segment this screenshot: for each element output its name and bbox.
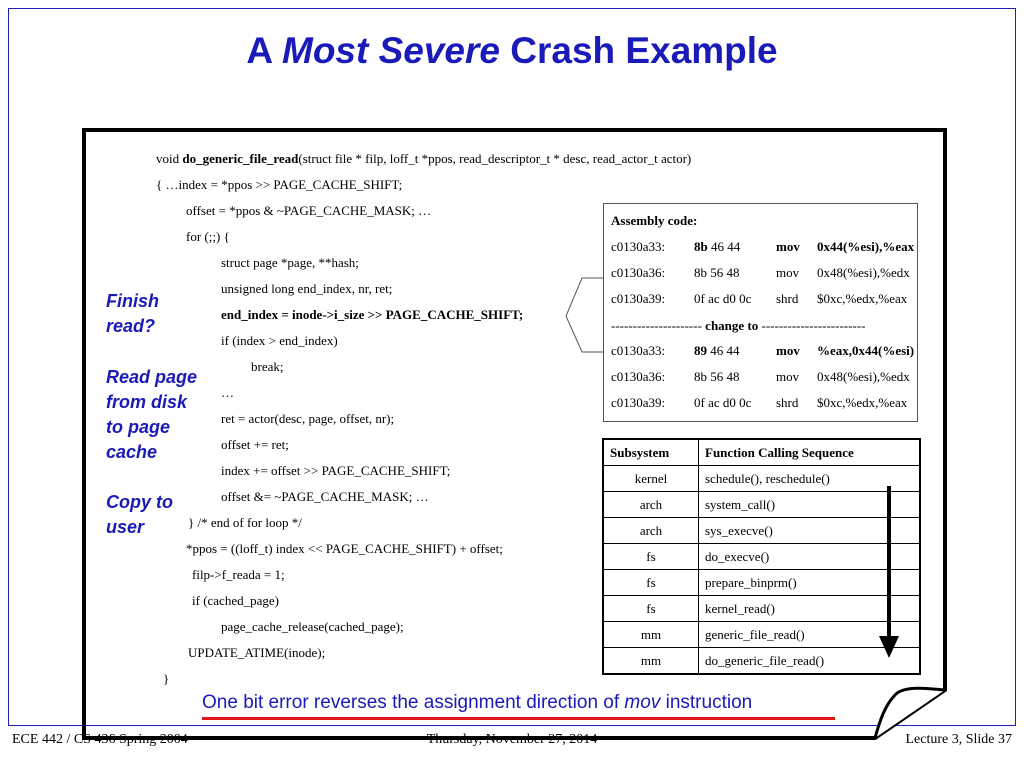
footer-slide-number: Lecture 3, Slide 37 — [905, 732, 1012, 747]
code-line: *ppos = ((loff_t) index << PAGE_CACHE_SHIFT) + offset; — [186, 541, 503, 556]
asm-row: c0130a39: 0f ac d0 0c shrd $0xc,%edx,%eax — [611, 395, 908, 410]
table-row: arch system_call() — [603, 492, 920, 518]
code-line: if (cached_page) — [192, 593, 279, 608]
caption-underline — [202, 717, 835, 720]
code-line: offset = *ppos & ~PAGE_CACHE_MASK; … — [186, 203, 432, 218]
asm-separator: --------------------- change to ------------------------ — [611, 318, 866, 333]
table-row: fs kernel_read() — [603, 596, 920, 622]
assembly-header: Assembly code: — [611, 213, 698, 228]
caption-emphasis: mov — [624, 692, 661, 713]
asm-row: c0130a36: 8b 56 48 mov 0x48(%esi),%edx — [611, 265, 910, 280]
code-line: for (;;) { — [186, 229, 230, 244]
table-row: kernel schedule(), reschedule() — [603, 466, 920, 492]
title-emphasis: Most Severe — [282, 30, 500, 71]
code-line: UPDATE_ATIME(inode); — [188, 645, 326, 660]
code-line: index += offset >> PAGE_CACHE_SHIFT; — [221, 463, 451, 478]
footer-course: ECE 442 / CS 436 Spring 2004 — [12, 732, 188, 747]
table-header-row — [603, 439, 920, 466]
table-row: fs do_execve() — [603, 544, 920, 570]
side-note-read-page: Read page from disk to page cache — [106, 367, 198, 462]
code-line: … — [221, 385, 234, 400]
asm-row: c0130a36: 8b 56 48 mov 0x48(%esi),%edx — [611, 369, 910, 384]
code-line: unsigned long end_index, nr, ret; — [221, 281, 393, 296]
side-note-finish-read: Finish read? — [106, 291, 159, 336]
table-row: mm do_generic_file_read() — [603, 648, 920, 675]
function-signature: void do_generic_file_read(struct file * filp, loff_t *ppos, read_descriptor_t * desc, read_actor_t actor) — [156, 151, 692, 166]
call-sequence-table — [602, 438, 921, 675]
function-name: do_generic_file_read — [182, 151, 299, 166]
code-line: offset &= ~PAGE_CACHE_MASK; … — [221, 489, 429, 504]
code-line: offset += ret; — [221, 437, 289, 452]
table-row: fs prepare_binprm() — [603, 570, 920, 596]
footer-date: Thursday, November 27, 2014 — [426, 732, 598, 747]
side-note-copy-to-user: Copy to user — [106, 492, 173, 537]
code-line: ret = actor(desc, page, offset, nr); — [221, 411, 395, 426]
code-line-highlight: end_index = inode->i_size >> PAGE_CACHE_SHIFT; — [221, 307, 524, 322]
code-line: } /* end of for loop */ — [188, 515, 302, 530]
slide-title: A Most Severe Crash Example — [246, 30, 778, 71]
code-line: { …index = *ppos >> PAGE_CACHE_SHIFT; — [156, 177, 403, 192]
code-line: filp->f_reada = 1; — [192, 567, 285, 582]
code-line: page_cache_release(cached_page); — [221, 619, 404, 634]
asm-row: c0130a33: 89 46 44 mov %eax,0x44(%esi) — [611, 343, 915, 358]
code-line: } — [163, 671, 170, 686]
slide-caption: One bit error reverses the assignment direction of mov instruction — [202, 692, 753, 713]
table-row: mm generic_file_read() — [603, 622, 920, 648]
table-header: Function Calling Sequence — [699, 439, 921, 466]
code-line: if (index > end_index) — [221, 333, 338, 348]
code-line: struct page *page, **hash; — [221, 255, 359, 270]
table-row: arch sys_execve() — [603, 518, 920, 544]
table-header: Subsystem — [603, 439, 699, 466]
asm-row: c0130a33: 8b 46 44 mov 0x44(%esi),%eax — [611, 239, 915, 254]
asm-row: c0130a39: 0f ac d0 0c shrd $0xc,%edx,%eax — [611, 291, 908, 306]
assembly-box — [603, 203, 918, 422]
code-line: break; — [251, 359, 284, 374]
